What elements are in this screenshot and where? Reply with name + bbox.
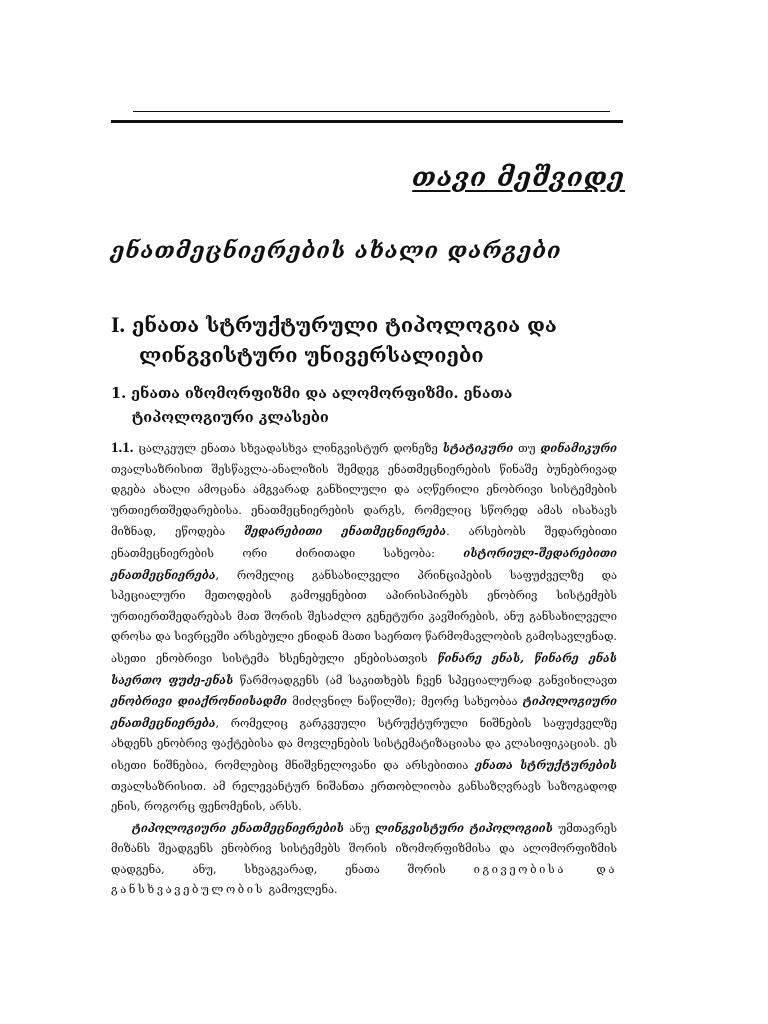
paragraph-1 — [111, 438, 617, 818]
paragraph-2 — [111, 818, 617, 901]
p1-text-6: წარმოადგენს (ამ საკითხებს ჩვენ სპეციალურად განვიხილავთ — [233, 673, 617, 687]
section-title-text1: ენათა სტრუქტურული ტიპოლოგია და — [132, 313, 557, 337]
section-number: I. — [111, 312, 126, 337]
p1-text-7: მიძღვნილ ნაწილში); მეორე სახეობაა — [287, 695, 523, 709]
p1-term-comparative: შედარებითი ენათმეცნიერება — [244, 524, 447, 539]
chapter-label: თავი მეშვიდე — [412, 163, 625, 193]
subsection-title-line1: 1. ენათა იზომორფიზმი და ალომორფიზმი. ენათა — [111, 385, 513, 402]
p2-term-linguistic-typology: ლინგვისტური ტიპოლოგიის — [375, 820, 554, 835]
top-rule-thick — [111, 120, 623, 123]
p1-term-typological: ტიპოლოგიური ენათმეცნიერება — [111, 694, 618, 730]
p2-term-typological-linguistics: ტიპოლოგიური ენათმეცნიერების — [132, 820, 344, 835]
p1-term-proto-language: წინარე ენას, წინარე ენას საერთო ფუძე-ენას — [111, 650, 617, 687]
body-text — [111, 438, 617, 901]
section-title-line1 — [111, 310, 631, 340]
p1-text-4: . არსებობს შედარებითი ენათმეცნიერების ორი ძირითადი სახეობა: — [111, 525, 617, 560]
section-title-line2: ლინგვისტური უნივერსალიები — [139, 343, 484, 367]
p2-spaced-phrase: იგივეობისა და განსხვავებულობის — [111, 862, 617, 897]
top-rule-thin — [133, 111, 610, 112]
p1-term-diachrony: ენობრივი დიაქრონიისადმი — [111, 694, 288, 709]
p1-text-8: , რომელიც გარკვეული სტრუქტურული ნიშნების საფუძველზე ახდენს ენობრივ ფაქტებისა და მოვლენების სისტემატიზაციასა და კლასიფიკაციას. ეს ისეთი ნიშნებია, რომლებიც მნიშვნელოვანი და არსებითია — [111, 716, 617, 772]
p2-text-2: უმთავრეს მიზანს შეადგენს ენობრივ სისტემებს შორის იზომორფიზმისა და ალომორფიზმის დადგენა, ანუ, სხვაგვარად, ენათა შორის — [111, 821, 617, 876]
subsection-title — [111, 382, 631, 430]
p1-text-3: თვალსაზრისით შესწავლა-ანალიზის შემდეგ ენათმეცნიერების წინაშე ბუნებრივად დგება ახალი ამოცანა ამგვარად განხილული და აღწერილი ენობრივი სისტემების ურთიერთშედარებისა. ენათმეცნიერების დარგს, რომელიც სწორედ ამას ისახავს მიზნად, ეწოდება — [111, 462, 617, 539]
paragraph-number: 1.1. — [111, 440, 134, 456]
section-title — [111, 310, 631, 370]
p1-term-historical-comparative: ისტორიულ-შედარებითი ენათმეცნიერება — [111, 545, 617, 582]
p1-term-dynamic: დინამიკური — [540, 441, 617, 455]
p1-text-1: ცალკეულ ენათა სხვადასხვა ლინგვისტურ დონეზე — [133, 442, 443, 455]
part-title: ენათმეცნიერების ახალი დარგები — [111, 238, 562, 264]
p1-text-9: თვალსაზრისით. ამ რელევანტურ ნიშანთა ერთობლიობა განსაზღვრავს საზოგადოდ ენის, როგორც ფენომენის, არსს. — [111, 779, 617, 814]
p2-text-1: ანუ — [343, 821, 376, 835]
p1-text-2: თუ — [513, 442, 541, 455]
p1-text-5: , რომელიც განსახილველი პრინციპების საფუძველზე და სპეციალური მეთოდების გამოყენებით აპირისპირებს ენობრივ სისტემებს ურთიერთშედარებას მათ შორის შესაძლო გენეტური კავშირების, ანუ განსახილველი დროსა და სივრცეში არსებული ენიდან მათი საერთო წარმომავლობის გამოსავლენად. ასეთი ენობრივი სისტემა ხსენებული ენებისათვის — [111, 568, 617, 665]
subsection-title-line2: ტიპოლოგიური კლასები — [132, 409, 329, 426]
p1-term-structures: ენათა სტრუქტურების — [475, 757, 617, 772]
p2-text-3: გამოვლენა. — [265, 883, 338, 897]
p1-term-static: სტატიკური — [442, 441, 514, 455]
